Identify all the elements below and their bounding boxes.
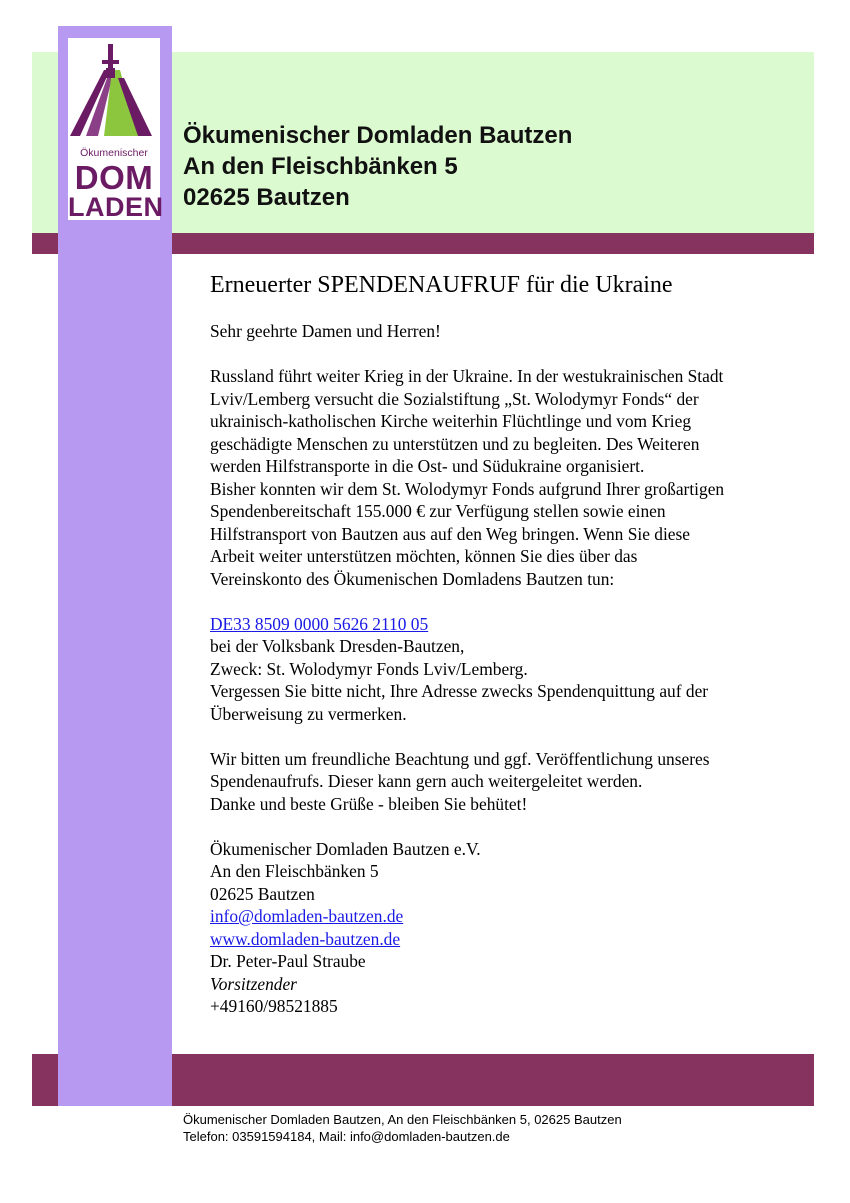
footer-contact: Telefon: 03591594184, Mail: info@domladen-bautzen.de xyxy=(183,1129,510,1144)
signature-street: An den Fleischbänken 5 xyxy=(210,861,379,881)
bank-line: Zweck: St. Wolodymyr Fonds Lviv/Lemberg. xyxy=(210,658,528,679)
signature-org: Ökumenischer Domladen Bautzen e.V. xyxy=(210,838,481,859)
signature-phone: +49160/98521885 xyxy=(210,996,338,1016)
header-city: 02625 Bautzen xyxy=(183,184,350,211)
letter-body xyxy=(210,270,810,1018)
footer-address: Ökumenischer Domladen Bautzen, An den Fleischbänken 5, 02625 Bautzen xyxy=(183,1112,622,1127)
closing-line: Spendenaufrufs. Dieser kann gern auch weitergeleitet werden. xyxy=(210,771,643,791)
paragraph-line: Lviv/Lemberg versucht die Sozialstiftung „St. Wolodymyr Fonds“ der xyxy=(210,388,699,409)
paragraph-line: werden Hilfstransporte in die Ost- und Südukraine organisiert. xyxy=(210,456,645,476)
paragraph-line: geschädigte Menschen zu unterstützen und zu begleiten. Des Weiteren xyxy=(210,433,700,454)
logo-small-text: Ökumenischer xyxy=(80,147,148,159)
signature-city: 02625 Bautzen xyxy=(210,883,315,904)
letter-title: Erneuerter SPENDENAUFRUF für die Ukraine xyxy=(210,272,673,298)
closing-paragraph xyxy=(210,748,810,816)
closing-line: Wir bitten um freundliche Beachtung und ggf. Veröffentlichung unseres xyxy=(210,748,710,769)
bank-line: bei der Volksbank Dresden-Bautzen, xyxy=(210,636,465,656)
appeal-paragraph xyxy=(210,365,810,590)
paragraph-line: Spendenbereitschaft 155.000 € zur Verfügung stellen sowie einen xyxy=(210,501,666,521)
paragraph-line: Bisher konnten wir dem St. Wolodymyr Fonds aufgrund Ihrer großartigen xyxy=(210,478,725,499)
header-street: An den Fleischbänken 5 xyxy=(183,153,458,180)
paragraph-line: ukrainisch-katholischen Kirche weiterhin Flüchtlinge und vom Krieg xyxy=(210,411,692,431)
website-link[interactable]: www.domladen-bautzen.de xyxy=(210,928,401,949)
bank-line: Vergessen Sie bitte nicht, Ihre Adresse zwecks Spendenquittung auf der xyxy=(210,681,709,701)
page-footer xyxy=(183,1111,622,1145)
paragraph-line: Arbeit weiter unterstützen möchten, können Sie dies über das xyxy=(210,546,638,566)
closing-line: Danke und beste Grüße - bleiben Sie behütet! xyxy=(210,793,528,814)
email-link[interactable]: info@domladen-bautzen.de xyxy=(210,906,404,926)
paragraph-line: Russland führt weiter Krieg in der Ukraine. In der westukrainischen Stadt xyxy=(210,366,724,386)
logo-dom-text: DOM xyxy=(74,159,154,196)
domladen-logo xyxy=(68,38,164,222)
paragraph-line: Vereinskonto des Ökumenischen Domladens Bautzen tun: xyxy=(210,568,615,589)
signature-block xyxy=(210,838,810,1018)
header-address xyxy=(183,120,572,213)
logo-laden-text: LADEN xyxy=(68,192,164,222)
signature-role: Vorsitzender xyxy=(210,973,297,994)
church-tower-icon xyxy=(68,38,160,146)
signature-name: Dr. Peter-Paul Straube xyxy=(210,951,366,971)
salutation: Sehr geehrte Damen und Herren! xyxy=(210,321,441,341)
paragraph-line: Hilfstransport von Bautzen aus auf den Weg bringen. Wenn Sie diese xyxy=(210,523,690,544)
bank-line: Überweisung zu vermerken. xyxy=(210,703,407,724)
header-org-name: Ökumenischer Domladen Bautzen xyxy=(183,122,573,149)
iban-link[interactable]: DE33 8509 0000 5626 2110 05 xyxy=(210,613,429,634)
bank-details xyxy=(210,613,810,726)
